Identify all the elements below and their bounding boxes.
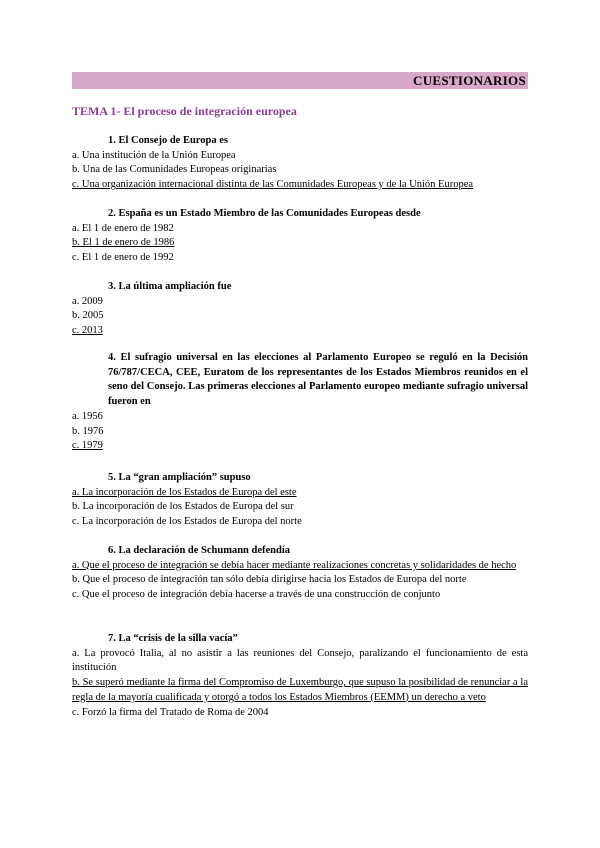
option-c: c. El 1 de enero de 1992 [72, 252, 174, 264]
option-b: b. 2005 [72, 310, 104, 322]
question-title: 2. España es un Estado Miembro de las Comunidades Europeas desde [108, 208, 421, 219]
option-c-correct: c. 1979 [72, 440, 103, 452]
question-7 [72, 632, 528, 720]
option-a: a. 1956 [72, 410, 103, 422]
topic-title: TEMA 1- El proceso de integración europea [72, 104, 297, 118]
question-title: 4. El sufragio universal en las elecciones al Parlamento Europeo se reguló en la Decisión 76/787/CECA, CEE, Euratom de los representantes de los Estados Miembros reunidos en el seno del Consejo. Las primeras elecciones al Parlamento europeo mediante sufragio universal fueron en [108, 352, 528, 408]
question-title: 1. El Consejo de Europa es [108, 135, 228, 146]
question-2 [72, 207, 528, 266]
option-b-correct: b. Se superó mediante la firma del Compromiso de Luxemburgo, que supuso la posibilidad de renunciar a la regla de la mayoría cualificada y otorgó a todos los Estados Miembros (EEMM) un derecho a veto [72, 677, 528, 703]
header-banner [72, 72, 528, 89]
option-b-correct: b. El 1 de enero de 1986 [72, 237, 175, 249]
question-title: 7. La “crisis de la silla vacía” [108, 633, 238, 644]
question-title: 6. La declaración de Schumann defendía [108, 545, 291, 556]
question-6 [72, 544, 528, 603]
header-title: CUESTIONARIOS [413, 73, 526, 88]
option-b: b. La incorporación de los Estados de Europa del sur [72, 501, 294, 513]
option-c-correct: c. Una organización internacional distinta de las Comunidades Europeas y de la Unión Europea [72, 179, 474, 191]
option-b: b. Una de las Comunidades Europeas originarias [72, 164, 277, 176]
option-a: a. Una institución de la Unión Europea [72, 149, 236, 161]
option-c: c. Forzó la firma del Tratado de Roma de 2004 [72, 706, 269, 718]
option-a: a. El 1 de enero de 1982 [72, 222, 174, 234]
question-3 [72, 280, 528, 339]
option-c: c. La incorporación de los Estados de Europa del norte [72, 516, 302, 528]
question-4 [72, 351, 528, 454]
option-a-correct: a. La incorporación de los Estados de Europa del este [72, 486, 297, 498]
question-5 [72, 471, 528, 530]
option-c: c. Que el proceso de integración debía hacerse a través de una construcción de conjunto [72, 589, 441, 601]
option-c-correct: c. 2013 [72, 325, 103, 337]
option-a: a. La provocó Italia, al no asistir a las reuniones del Consejo, paralizando el funcionamiento de esta institución [72, 647, 528, 674]
option-a: a. 2009 [72, 295, 103, 307]
question-title: 3. La última ampliación fue [108, 281, 232, 292]
option-b: b. 1976 [72, 425, 104, 437]
question-title: 5. La “gran ampliación” supuso [108, 472, 251, 483]
option-b: b. Que el proceso de integración tan sólo debía dirigirse hacia los Estados de Europa del norte [72, 574, 467, 586]
question-1 [72, 134, 528, 193]
option-a-correct: a. Que el proceso de integración se debía hacer mediante realizaciones concretas y solidaridades de hecho [72, 559, 517, 571]
